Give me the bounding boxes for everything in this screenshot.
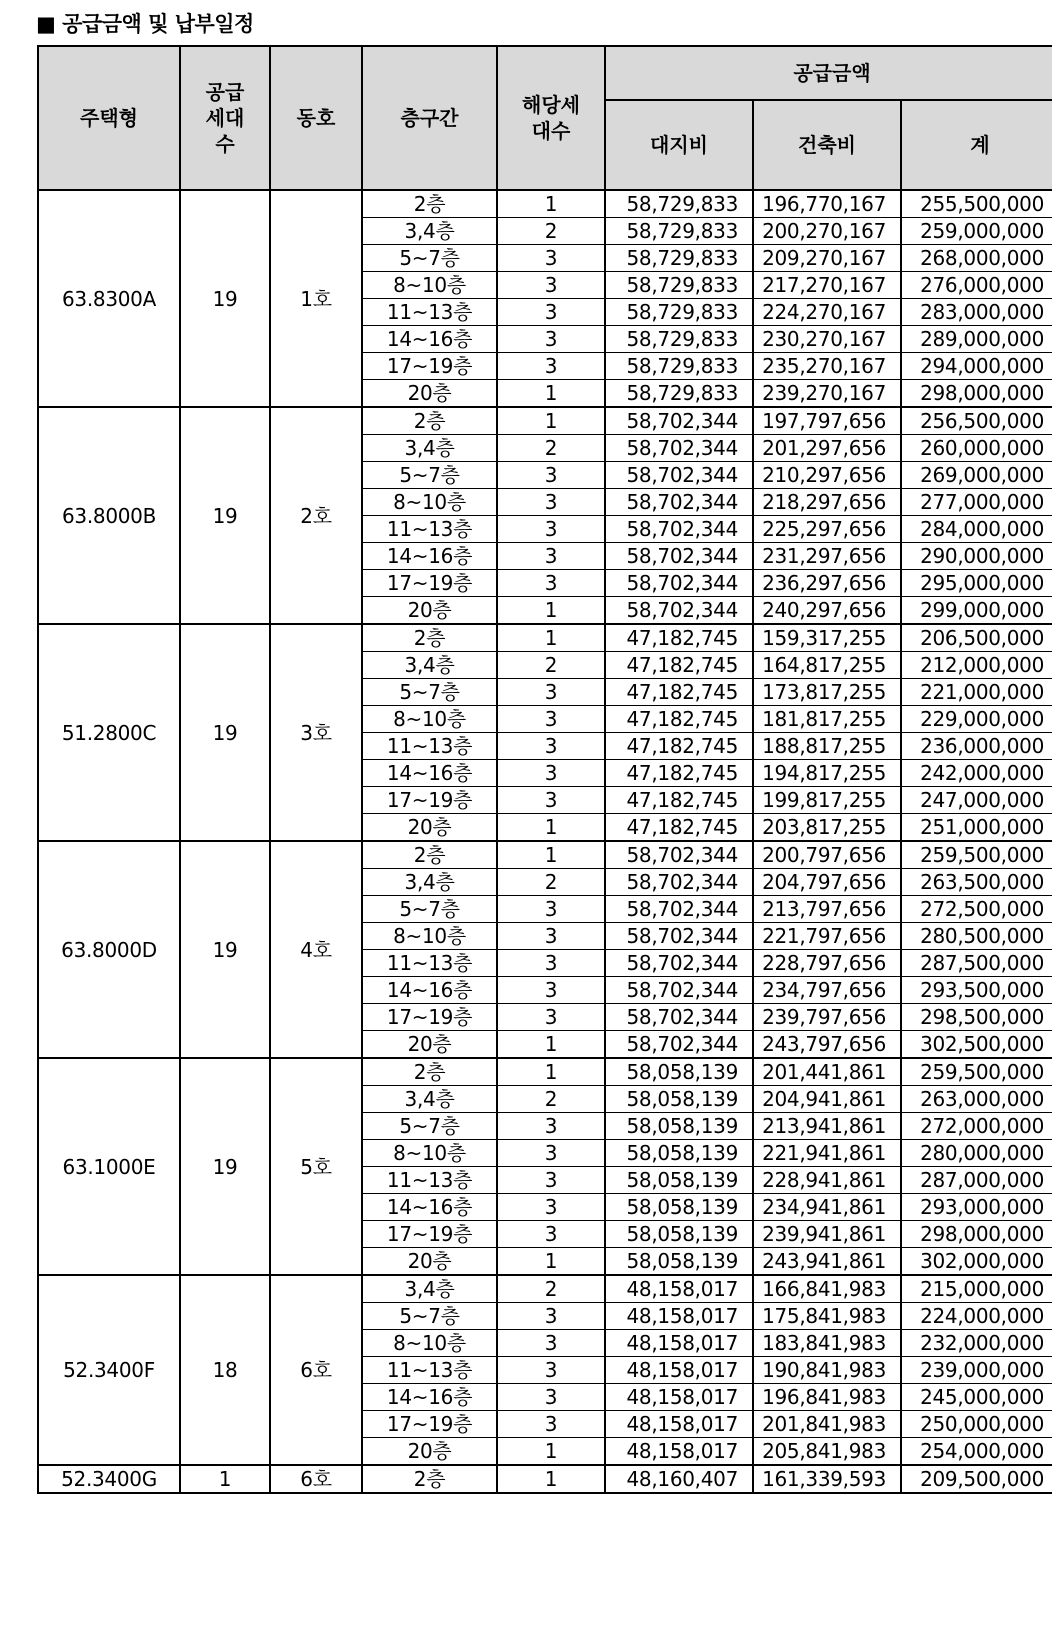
building-cost-cell: 213,797,656 [753, 896, 901, 923]
units-cell: 3 [497, 543, 605, 570]
total-cell: 289,000,000 [901, 326, 1052, 353]
units-cell: 3 [497, 1330, 605, 1357]
building-cost-cell: 197,797,656 [753, 407, 901, 435]
units-cell: 2 [497, 218, 605, 245]
building-cost-cell: 196,841,983 [753, 1384, 901, 1411]
floor-range-cell: 20층 [362, 597, 497, 625]
land-cost-cell: 58,058,139 [605, 1113, 753, 1140]
floor-range-cell: 20층 [362, 1438, 497, 1466]
group-dongho-cell: 6호 [270, 1275, 362, 1465]
land-cost-cell: 58,058,139 [605, 1086, 753, 1113]
total-cell: 212,000,000 [901, 652, 1052, 679]
floor-range-cell: 8~10층 [362, 1140, 497, 1167]
floor-range-cell: 3,4층 [362, 1275, 497, 1303]
table-row [38, 624, 1052, 652]
group-type-cell: 63.8000B [38, 407, 180, 624]
land-cost-cell: 48,160,407 [605, 1465, 753, 1493]
units-cell: 3 [497, 570, 605, 597]
land-cost-cell: 58,702,344 [605, 407, 753, 435]
units-cell: 1 [497, 624, 605, 652]
total-cell: 260,000,000 [901, 435, 1052, 462]
floor-range-cell: 3,4층 [362, 218, 497, 245]
header-units: 해당세 대수 [497, 46, 605, 190]
units-cell: 3 [497, 1357, 605, 1384]
land-cost-cell: 48,158,017 [605, 1384, 753, 1411]
land-cost-cell: 58,702,344 [605, 1031, 753, 1059]
building-cost-cell: 173,817,255 [753, 679, 901, 706]
total-cell: 294,000,000 [901, 353, 1052, 380]
building-cost-cell: 228,797,656 [753, 950, 901, 977]
group-dongho-cell: 2호 [270, 407, 362, 624]
header-floor-range: 층구간 [362, 46, 497, 190]
total-cell: 287,500,000 [901, 950, 1052, 977]
land-cost-cell: 58,702,344 [605, 570, 753, 597]
total-cell: 293,000,000 [901, 1194, 1052, 1221]
floor-range-cell: 5~7층 [362, 679, 497, 706]
total-cell: 302,000,000 [901, 1248, 1052, 1276]
total-cell: 229,000,000 [901, 706, 1052, 733]
supply-price-table [37, 45, 1052, 1494]
group-supply-units-cell: 1 [180, 1465, 270, 1493]
land-cost-cell: 58,702,344 [605, 597, 753, 625]
land-cost-cell: 47,182,745 [605, 624, 753, 652]
total-cell: 245,000,000 [901, 1384, 1052, 1411]
floor-range-cell: 11~13층 [362, 733, 497, 760]
land-cost-cell: 58,729,833 [605, 190, 753, 218]
total-cell: 272,000,000 [901, 1113, 1052, 1140]
units-cell: 3 [497, 950, 605, 977]
building-cost-cell: 234,797,656 [753, 977, 901, 1004]
units-cell: 3 [497, 1194, 605, 1221]
total-cell: 269,000,000 [901, 462, 1052, 489]
group-dongho-cell: 5호 [270, 1058, 362, 1275]
total-cell: 263,000,000 [901, 1086, 1052, 1113]
units-cell: 1 [497, 190, 605, 218]
land-cost-cell: 58,729,833 [605, 326, 753, 353]
table-row [38, 1465, 1052, 1493]
total-cell: 302,500,000 [901, 1031, 1052, 1059]
building-cost-cell: 188,817,255 [753, 733, 901, 760]
units-cell: 3 [497, 679, 605, 706]
land-cost-cell: 58,729,833 [605, 380, 753, 408]
units-cell: 1 [497, 407, 605, 435]
units-cell: 3 [497, 896, 605, 923]
units-cell: 2 [497, 435, 605, 462]
group-supply-units-cell: 18 [180, 1275, 270, 1465]
units-cell: 3 [497, 489, 605, 516]
total-cell: 284,000,000 [901, 516, 1052, 543]
building-cost-cell: 230,270,167 [753, 326, 901, 353]
units-cell: 3 [497, 326, 605, 353]
units-cell: 3 [497, 462, 605, 489]
total-cell: 298,000,000 [901, 1221, 1052, 1248]
land-cost-cell: 48,158,017 [605, 1411, 753, 1438]
units-cell: 2 [497, 869, 605, 896]
building-cost-cell: 166,841,983 [753, 1275, 901, 1303]
group-type-cell: 51.2800C [38, 624, 180, 841]
group-supply-units-cell: 19 [180, 1058, 270, 1275]
total-cell: 276,000,000 [901, 272, 1052, 299]
units-cell: 3 [497, 299, 605, 326]
floor-range-cell: 17~19층 [362, 570, 497, 597]
group-type-cell: 63.8000D [38, 841, 180, 1058]
land-cost-cell: 58,729,833 [605, 245, 753, 272]
floor-range-cell: 11~13층 [362, 1357, 497, 1384]
floor-range-cell: 14~16층 [362, 543, 497, 570]
total-cell: 277,000,000 [901, 489, 1052, 516]
units-cell: 1 [497, 841, 605, 869]
building-cost-cell: 243,941,861 [753, 1248, 901, 1276]
total-cell: 251,000,000 [901, 814, 1052, 842]
group-supply-units-cell: 19 [180, 407, 270, 624]
total-cell: 256,500,000 [901, 407, 1052, 435]
building-cost-cell: 204,797,656 [753, 869, 901, 896]
units-cell: 3 [497, 977, 605, 1004]
floor-range-cell: 3,4층 [362, 1086, 497, 1113]
floor-range-cell: 14~16층 [362, 326, 497, 353]
land-cost-cell: 48,158,017 [605, 1357, 753, 1384]
land-cost-cell: 58,729,833 [605, 353, 753, 380]
total-cell: 254,000,000 [901, 1438, 1052, 1466]
floor-range-cell: 14~16층 [362, 1194, 497, 1221]
building-cost-cell: 209,270,167 [753, 245, 901, 272]
building-cost-cell: 224,270,167 [753, 299, 901, 326]
building-cost-cell: 204,941,861 [753, 1086, 901, 1113]
units-cell: 1 [497, 1465, 605, 1493]
floor-range-cell: 11~13층 [362, 1167, 497, 1194]
floor-range-cell: 3,4층 [362, 869, 497, 896]
total-cell: 263,500,000 [901, 869, 1052, 896]
building-cost-cell: 240,297,656 [753, 597, 901, 625]
units-cell: 3 [497, 760, 605, 787]
table-row [38, 841, 1052, 869]
total-cell: 239,000,000 [901, 1357, 1052, 1384]
total-cell: 298,500,000 [901, 1004, 1052, 1031]
units-cell: 3 [497, 353, 605, 380]
floor-range-cell: 17~19층 [362, 1411, 497, 1438]
units-cell: 3 [497, 272, 605, 299]
units-cell: 3 [497, 923, 605, 950]
group-type-cell: 63.8300A [38, 190, 180, 407]
building-cost-cell: 231,297,656 [753, 543, 901, 570]
land-cost-cell: 58,702,344 [605, 950, 753, 977]
units-cell: 3 [497, 1113, 605, 1140]
total-cell: 236,000,000 [901, 733, 1052, 760]
land-cost-cell: 47,182,745 [605, 652, 753, 679]
building-cost-cell: 221,941,861 [753, 1140, 901, 1167]
units-cell: 1 [497, 814, 605, 842]
land-cost-cell: 48,158,017 [605, 1438, 753, 1466]
building-cost-cell: 161,339,593 [753, 1465, 901, 1493]
table-row [38, 190, 1052, 218]
units-cell: 2 [497, 1086, 605, 1113]
group-supply-units-cell: 19 [180, 841, 270, 1058]
floor-range-cell: 11~13층 [362, 516, 497, 543]
header-supply-price: 공급금액 [605, 46, 1052, 100]
floor-range-cell: 14~16층 [362, 760, 497, 787]
floor-range-cell: 5~7층 [362, 245, 497, 272]
header-building: 건축비 [753, 100, 901, 190]
land-cost-cell: 47,182,745 [605, 679, 753, 706]
building-cost-cell: 221,797,656 [753, 923, 901, 950]
land-cost-cell: 58,702,344 [605, 435, 753, 462]
units-cell: 1 [497, 1058, 605, 1086]
units-cell: 1 [497, 1031, 605, 1059]
floor-range-cell: 11~13층 [362, 950, 497, 977]
building-cost-cell: 203,817,255 [753, 814, 901, 842]
total-cell: 232,000,000 [901, 1330, 1052, 1357]
building-cost-cell: 183,841,983 [753, 1330, 901, 1357]
floor-range-cell: 20층 [362, 1031, 497, 1059]
land-cost-cell: 58,702,344 [605, 543, 753, 570]
units-cell: 2 [497, 1275, 605, 1303]
total-cell: 299,000,000 [901, 597, 1052, 625]
building-cost-cell: 235,270,167 [753, 353, 901, 380]
total-cell: 272,500,000 [901, 896, 1052, 923]
total-cell: 209,500,000 [901, 1465, 1052, 1493]
land-cost-cell: 58,702,344 [605, 977, 753, 1004]
building-cost-cell: 194,817,255 [753, 760, 901, 787]
units-cell: 1 [497, 1438, 605, 1466]
total-cell: 250,000,000 [901, 1411, 1052, 1438]
floor-range-cell: 20층 [362, 380, 497, 408]
building-cost-cell: 159,317,255 [753, 624, 901, 652]
units-cell: 1 [497, 597, 605, 625]
building-cost-cell: 210,297,656 [753, 462, 901, 489]
land-cost-cell: 58,058,139 [605, 1058, 753, 1086]
floor-range-cell: 20층 [362, 1248, 497, 1276]
building-cost-cell: 201,441,861 [753, 1058, 901, 1086]
floor-range-cell: 8~10층 [362, 923, 497, 950]
floor-range-cell: 20층 [362, 814, 497, 842]
total-cell: 295,000,000 [901, 570, 1052, 597]
floor-range-cell: 8~10층 [362, 489, 497, 516]
floor-range-cell: 2층 [362, 624, 497, 652]
units-cell: 1 [497, 1248, 605, 1276]
group-supply-units-cell: 19 [180, 624, 270, 841]
total-cell: 259,500,000 [901, 841, 1052, 869]
building-cost-cell: 239,797,656 [753, 1004, 901, 1031]
building-cost-cell: 217,270,167 [753, 272, 901, 299]
building-cost-cell: 239,941,861 [753, 1221, 901, 1248]
land-cost-cell: 58,729,833 [605, 272, 753, 299]
building-cost-cell: 205,841,983 [753, 1438, 901, 1466]
floor-range-cell: 17~19층 [362, 353, 497, 380]
land-cost-cell: 58,702,344 [605, 869, 753, 896]
group-type-cell: 52.3400F [38, 1275, 180, 1465]
floor-range-cell: 17~19층 [362, 787, 497, 814]
floor-range-cell: 3,4층 [362, 652, 497, 679]
total-cell: 215,000,000 [901, 1275, 1052, 1303]
units-cell: 3 [497, 733, 605, 760]
floor-range-cell: 14~16층 [362, 1384, 497, 1411]
group-type-cell: 63.1000E [38, 1058, 180, 1275]
land-cost-cell: 48,158,017 [605, 1330, 753, 1357]
building-cost-cell: 196,770,167 [753, 190, 901, 218]
floor-range-cell: 14~16층 [362, 977, 497, 1004]
table-body [38, 190, 1052, 1493]
table-row [38, 407, 1052, 435]
floor-range-cell: 5~7층 [362, 462, 497, 489]
land-cost-cell: 47,182,745 [605, 706, 753, 733]
land-cost-cell: 58,729,833 [605, 218, 753, 245]
units-cell: 3 [497, 1303, 605, 1330]
building-cost-cell: 201,841,983 [753, 1411, 901, 1438]
floor-range-cell: 5~7층 [362, 1113, 497, 1140]
total-cell: 287,000,000 [901, 1167, 1052, 1194]
group-dongho-cell: 1호 [270, 190, 362, 407]
group-type-cell: 52.3400G [38, 1465, 180, 1493]
building-cost-cell: 200,797,656 [753, 841, 901, 869]
header-dongho: 동호 [270, 46, 362, 190]
header-type: 주택형 [38, 46, 180, 190]
total-cell: 247,000,000 [901, 787, 1052, 814]
total-cell: 259,000,000 [901, 218, 1052, 245]
units-cell: 3 [497, 245, 605, 272]
land-cost-cell: 58,058,139 [605, 1248, 753, 1276]
units-cell: 3 [497, 787, 605, 814]
land-cost-cell: 48,158,017 [605, 1275, 753, 1303]
building-cost-cell: 234,941,861 [753, 1194, 901, 1221]
land-cost-cell: 47,182,745 [605, 787, 753, 814]
building-cost-cell: 200,270,167 [753, 218, 901, 245]
total-cell: 242,000,000 [901, 760, 1052, 787]
land-cost-cell: 58,058,139 [605, 1167, 753, 1194]
group-dongho-cell: 4호 [270, 841, 362, 1058]
floor-range-cell: 11~13층 [362, 299, 497, 326]
land-cost-cell: 58,702,344 [605, 489, 753, 516]
group-dongho-cell: 3호 [270, 624, 362, 841]
land-cost-cell: 48,158,017 [605, 1303, 753, 1330]
floor-range-cell: 8~10층 [362, 1330, 497, 1357]
building-cost-cell: 164,817,255 [753, 652, 901, 679]
total-cell: 290,000,000 [901, 543, 1052, 570]
floor-range-cell: 17~19층 [362, 1221, 497, 1248]
floor-range-cell: 5~7층 [362, 1303, 497, 1330]
building-cost-cell: 236,297,656 [753, 570, 901, 597]
units-cell: 3 [497, 1221, 605, 1248]
total-cell: 268,000,000 [901, 245, 1052, 272]
total-cell: 280,000,000 [901, 1140, 1052, 1167]
units-cell: 1 [497, 380, 605, 408]
units-cell: 3 [497, 1411, 605, 1438]
header-supply-units: 공급 세대 수 [180, 46, 270, 190]
building-cost-cell: 190,841,983 [753, 1357, 901, 1384]
units-cell: 2 [497, 652, 605, 679]
building-cost-cell: 228,941,861 [753, 1167, 901, 1194]
floor-range-cell: 2층 [362, 1058, 497, 1086]
building-cost-cell: 201,297,656 [753, 435, 901, 462]
total-cell: 293,500,000 [901, 977, 1052, 1004]
floor-range-cell: 8~10층 [362, 272, 497, 299]
land-cost-cell: 47,182,745 [605, 733, 753, 760]
section-title: ■ 공급금액 및 납부일정 [36, 12, 254, 36]
floor-range-cell: 2층 [362, 190, 497, 218]
header-land: 대지비 [605, 100, 753, 190]
building-cost-cell: 181,817,255 [753, 706, 901, 733]
total-cell: 255,500,000 [901, 190, 1052, 218]
total-cell: 298,000,000 [901, 380, 1052, 408]
total-cell: 221,000,000 [901, 679, 1052, 706]
total-cell: 280,500,000 [901, 923, 1052, 950]
floor-range-cell: 2층 [362, 407, 497, 435]
units-cell: 3 [497, 1140, 605, 1167]
land-cost-cell: 58,702,344 [605, 896, 753, 923]
floor-range-cell: 3,4층 [362, 435, 497, 462]
group-supply-units-cell: 19 [180, 190, 270, 407]
units-cell: 3 [497, 1384, 605, 1411]
land-cost-cell: 47,182,745 [605, 760, 753, 787]
land-cost-cell: 58,702,344 [605, 462, 753, 489]
floor-range-cell: 2층 [362, 1465, 497, 1493]
land-cost-cell: 58,702,344 [605, 923, 753, 950]
building-cost-cell: 239,270,167 [753, 380, 901, 408]
floor-range-cell: 8~10층 [362, 706, 497, 733]
building-cost-cell: 199,817,255 [753, 787, 901, 814]
building-cost-cell: 243,797,656 [753, 1031, 901, 1059]
land-cost-cell: 58,729,833 [605, 299, 753, 326]
units-cell: 3 [497, 1004, 605, 1031]
land-cost-cell: 58,058,139 [605, 1140, 753, 1167]
land-cost-cell: 58,058,139 [605, 1194, 753, 1221]
building-cost-cell: 218,297,656 [753, 489, 901, 516]
building-cost-cell: 213,941,861 [753, 1113, 901, 1140]
total-cell: 224,000,000 [901, 1303, 1052, 1330]
total-cell: 206,500,000 [901, 624, 1052, 652]
units-cell: 3 [497, 706, 605, 733]
table-row [38, 1275, 1052, 1303]
units-cell: 3 [497, 516, 605, 543]
land-cost-cell: 58,702,344 [605, 1004, 753, 1031]
total-cell: 283,000,000 [901, 299, 1052, 326]
floor-range-cell: 17~19층 [362, 1004, 497, 1031]
building-cost-cell: 175,841,983 [753, 1303, 901, 1330]
table-row [38, 1058, 1052, 1086]
land-cost-cell: 58,702,344 [605, 516, 753, 543]
building-cost-cell: 225,297,656 [753, 516, 901, 543]
land-cost-cell: 47,182,745 [605, 814, 753, 842]
floor-range-cell: 5~7층 [362, 896, 497, 923]
units-cell: 3 [497, 1167, 605, 1194]
header-total: 계 [901, 100, 1052, 190]
floor-range-cell: 2층 [362, 841, 497, 869]
group-dongho-cell: 6호 [270, 1465, 362, 1493]
land-cost-cell: 58,702,344 [605, 841, 753, 869]
land-cost-cell: 58,058,139 [605, 1221, 753, 1248]
total-cell: 259,500,000 [901, 1058, 1052, 1086]
